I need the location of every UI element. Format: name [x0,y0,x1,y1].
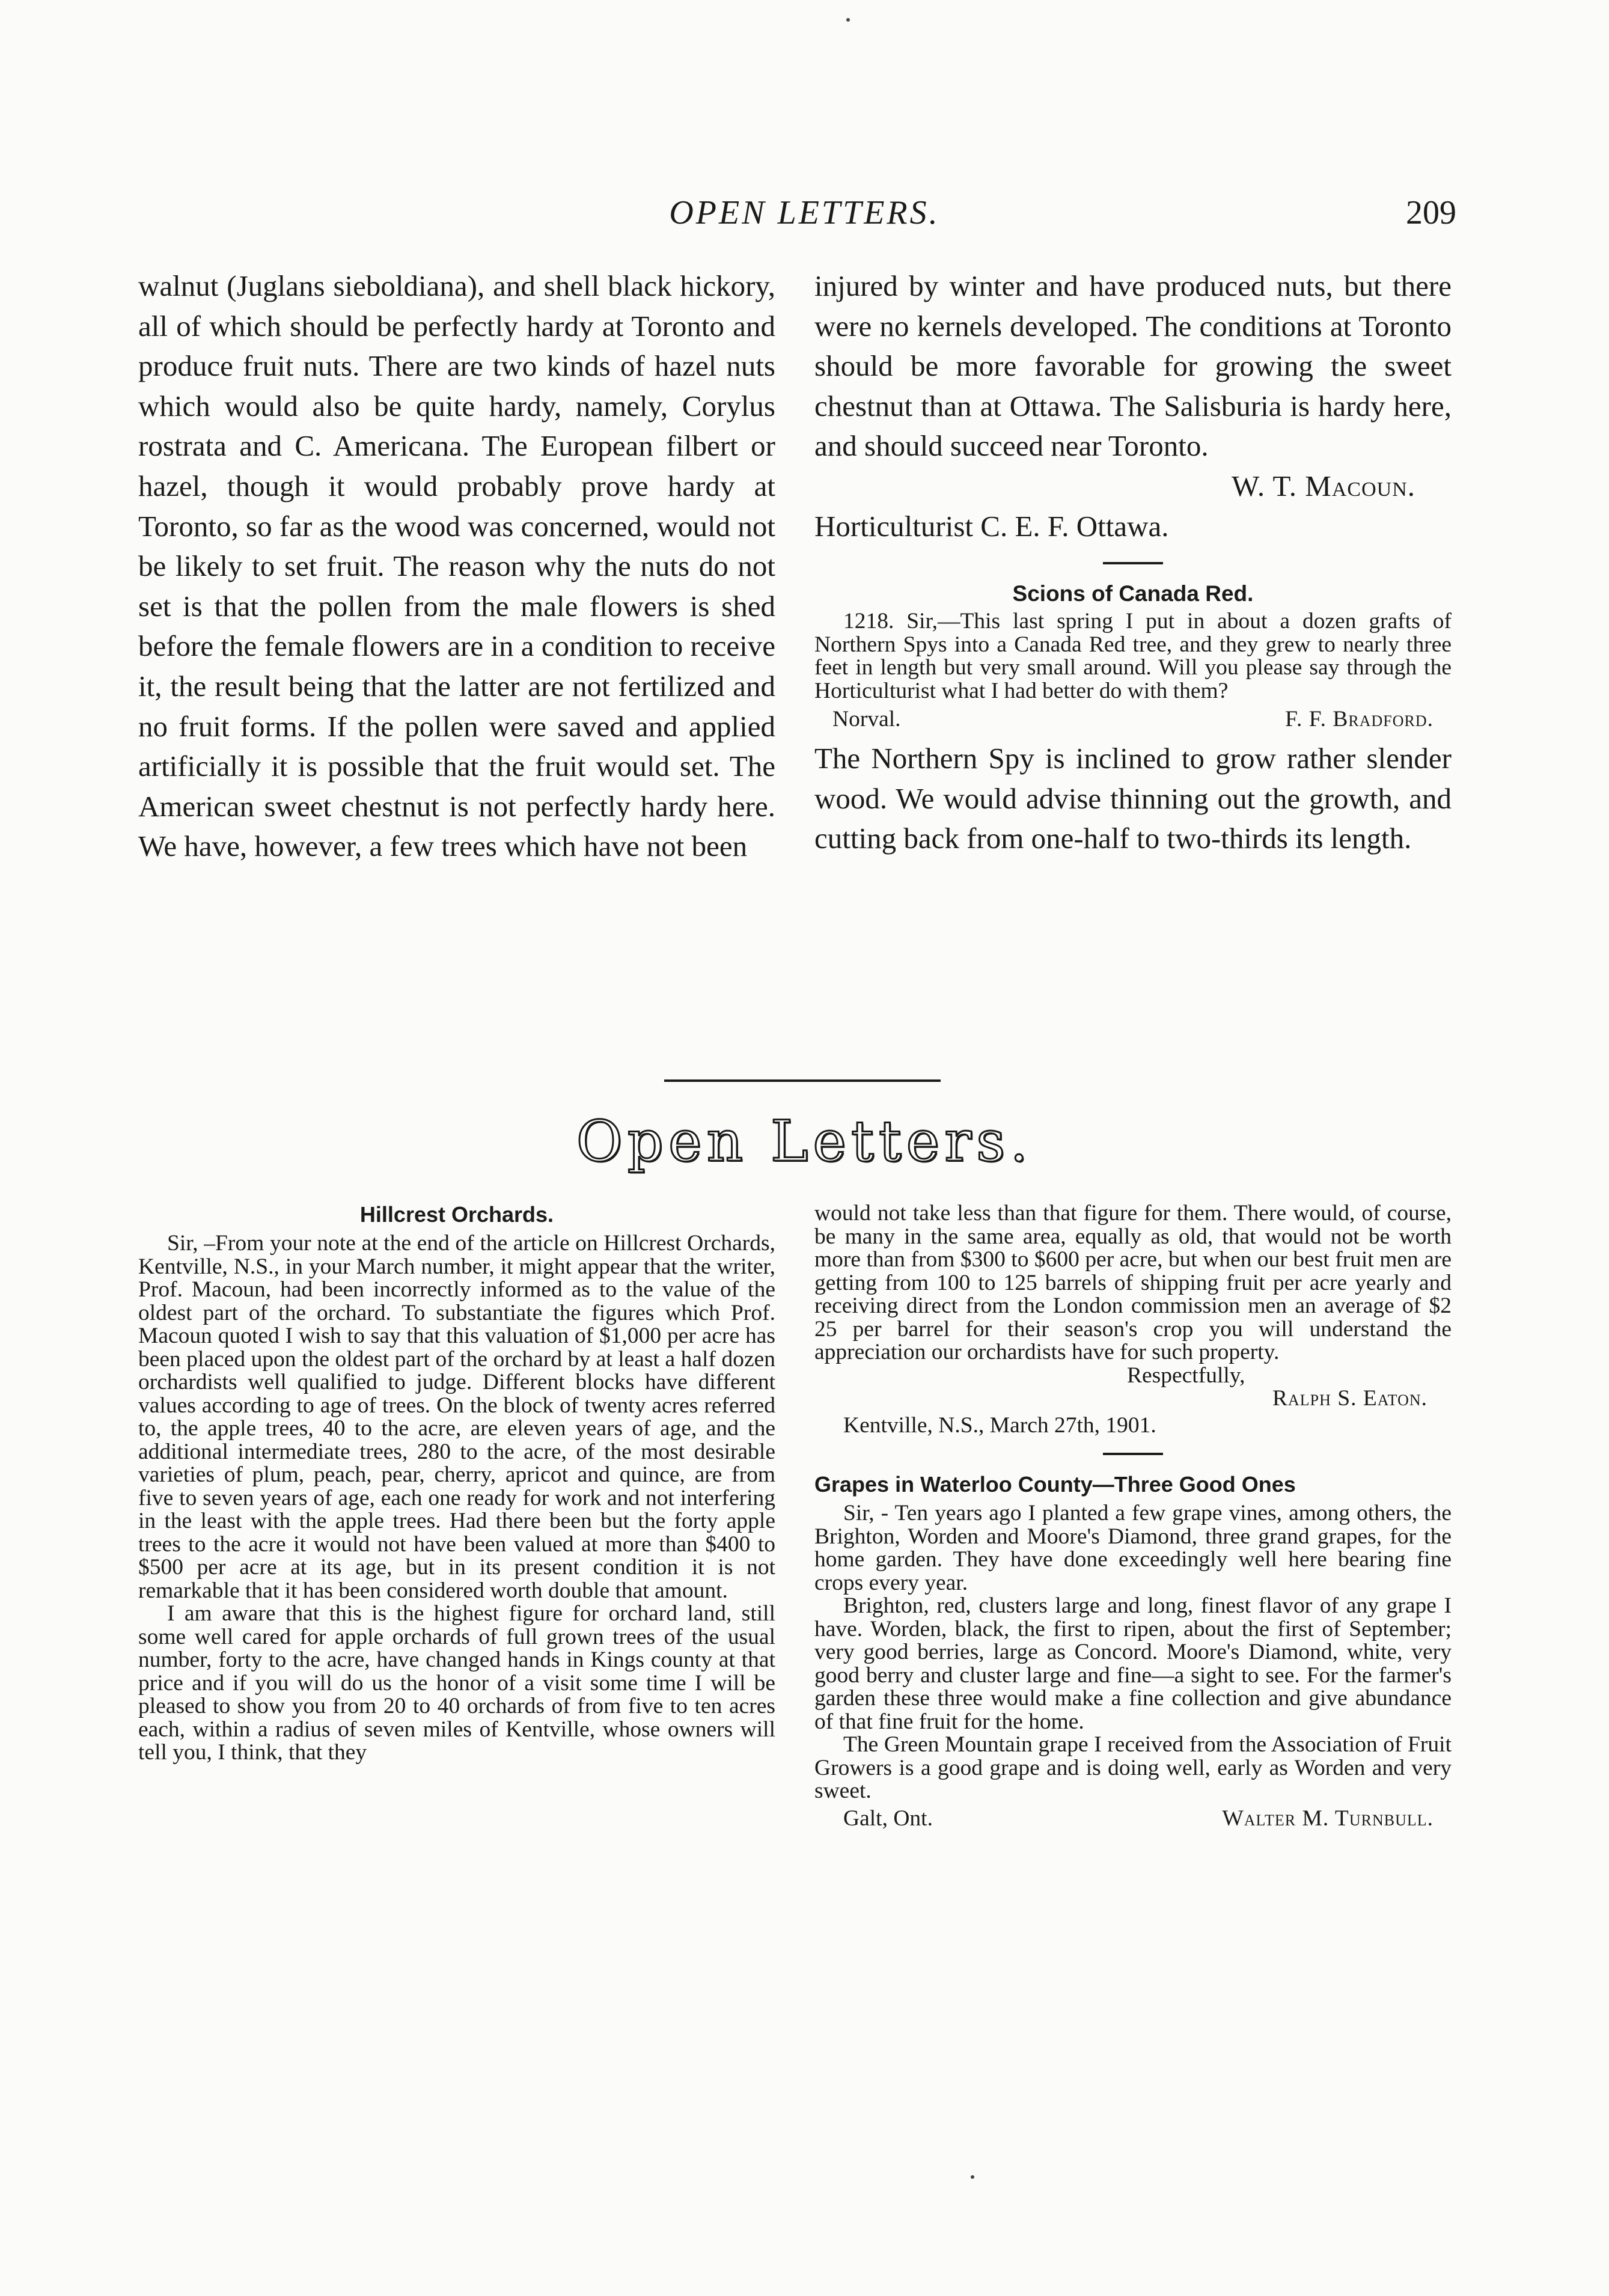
scions-letter: 1218. Sir,—This last spring I put in about a dozen grafts of Northern Spys into a Canada Red tree, and they grew to nearly three feet in length but very small around. Will you please say through the Horticulturist what I had better do with them? [814,609,1452,703]
divider [1103,1453,1163,1455]
hillcrest-paragraph-1: Sir, –From your note at the end of the article on Hillcrest Orchards, Kentville, N.S., in your March number, it might appear that the writer, Prof. Macoun, had been incorrectly informed as to the value of the oldest part of the orchard. To substantiate the figures which Prof. Macoun quoted I wish to say that this valuation of $1,000 per acre has been placed upon the oldest part of the orchard by at least a half dozen orchardists well qualified to judge. Different blocks have different values according to age of trees. On the block of twenty acres referred to, the apple trees, 40 to the acre, are eleven years of age, and the additional intermediate trees, 280 to the acre, of the most desirable varieties of plum, peach, pear, cherry, apricot and quince, are from five to seven years of age, each one ready for work and not interfering in the least with the apple trees. Had there been but the forty apple trees to the acre it would not have been valued at more than $400 to $500 per acre at its age, but in its present condition it is not remarkable that it has been considered worth double that amount. [138,1231,775,1603]
macoun-affiliation: Horticulturist C. E. F. Ottawa. [814,509,1169,543]
grapes-heading: Grapes in Waterloo County—Three Good Ones [814,1472,1296,1497]
print-speck-bottom [971,2175,974,2179]
grapes-place: Galt, Ont. [843,1806,933,1831]
open-letters-banner: Open Letters. [576,1109,1033,1174]
scions-place: Norval. [832,707,901,732]
hillcrest-dateline: Kentville, N.S., March 27th, 1901. [843,1412,1156,1438]
grapes-paragraph-2: Brighton, red, clusters large and long, finest flavor of any grape I have. Worden, black, the first to ripen, about the first of September; very good berries, large as Concord. Moore's Diamond, white, very good berry and cluster large and fine—a sight to see. For the farmer's garden these three would make a fine collection and give abundance of that fine fruit for the home. [814,1593,1452,1734]
page-number: 209 [1406,194,1456,231]
nut-trees-paragraph: walnut (Juglans sieboldiana), and shell black hickory, all of which should be perfectly hardy at Toronto and produce fruit nuts. There are two kinds of hazel nuts which would also be quite hardy, namely, Corylus rostrata and C. Americana. The European filbert or hazel, though it would probably prove hardy at Toronto, so far as the wood was concerned, would not be likely to set fruit. The reason why the nuts do not set is that the pollen from the male flowers is shed before the female flowers are in a condition to receive it, the result being that the latter are not fertilized and no fruit forms. If the pollen were saved and applied artificially it is possible that the fruit would set. The American sweet chestnut is not perfectly hardy here. We have, however, a few trees which have not been [138,269,775,863]
section-divider [664,1079,941,1082]
hillcrest-paragraph-2: I am aware that this is the highest figure for orchard land, still some well cared for apple orchards of full grown trees of the usual number, forty to the acre, have changed hands in Kings county at that price and if you will do us the honor of a visit some time I will be pleased to show you from 20 to 40 orchards of from five to ten acres each, within a radius of seven miles of Kentville, whose owners will tell you, I think, that they [138,1601,775,1765]
hillcrest-heading: Hillcrest Orchards. [359,1202,554,1227]
divider [1103,562,1163,564]
hillcrest-closing: Respectfully, [1127,1363,1245,1388]
top-right-column [814,266,1452,859]
scions-heading: Scions of Canada Red. [1012,581,1254,606]
grapes-signature-line [814,1807,1452,1831]
running-header: OPEN LETTERS. [669,194,940,231]
scions-signature-line [814,707,1452,731]
hillcrest-column [138,1202,775,1765]
hillcrest-signature: Ralph S. Eaton. [1272,1386,1427,1411]
grapes-signature: Walter M. Turnbull. [1222,1806,1433,1831]
chestnut-paragraph: injured by winter and have produced nuts, but there were no kernels developed. The conditions at Toronto should be more favorable for growing the sweet chestnut than at Ottawa. The Salisburia is hardy here, and should succeed near Toronto. [814,269,1452,463]
scions-signature: F. F. Bradford. [1285,707,1433,732]
print-speck-top [846,18,850,22]
hillcrest-continuation: would not take less than that figure for them. There would, of course, be many in the same area, equally as old, that would not be worth more than from $300 to $600 per acre, but when our best fruit men are getting from 100 to 125 barrels of shipping fruit per acre yearly and receiving direct from the London commission men an average of $2 25 per barrel for their season's crop you will understand the appreciation our orchardists have for such property. [814,1201,1452,1364]
top-left-column [138,266,775,867]
scions-reply: The Northern Spy is inclined to grow rather slender wood. We would advise thinning out the growth, and cutting back from one-half to two-thirds its length. [814,742,1452,855]
bottom-right-column [814,1202,1452,1831]
macoun-signature: W. T. Macoun. [1232,469,1415,502]
grapes-paragraph-1: Sir, - Ten years ago I planted a few grape vines, among others, the Brighton, Worden and Moore's Diamond, three grand grapes, for the home garden. They have done exceedingly well here bearing fine crops every year. [814,1501,1452,1595]
grapes-paragraph-3: The Green Mountain grape I received from the Association of Fruit Growers is a good grape and is doing well, early as Worden and very sweet. [814,1732,1452,1803]
